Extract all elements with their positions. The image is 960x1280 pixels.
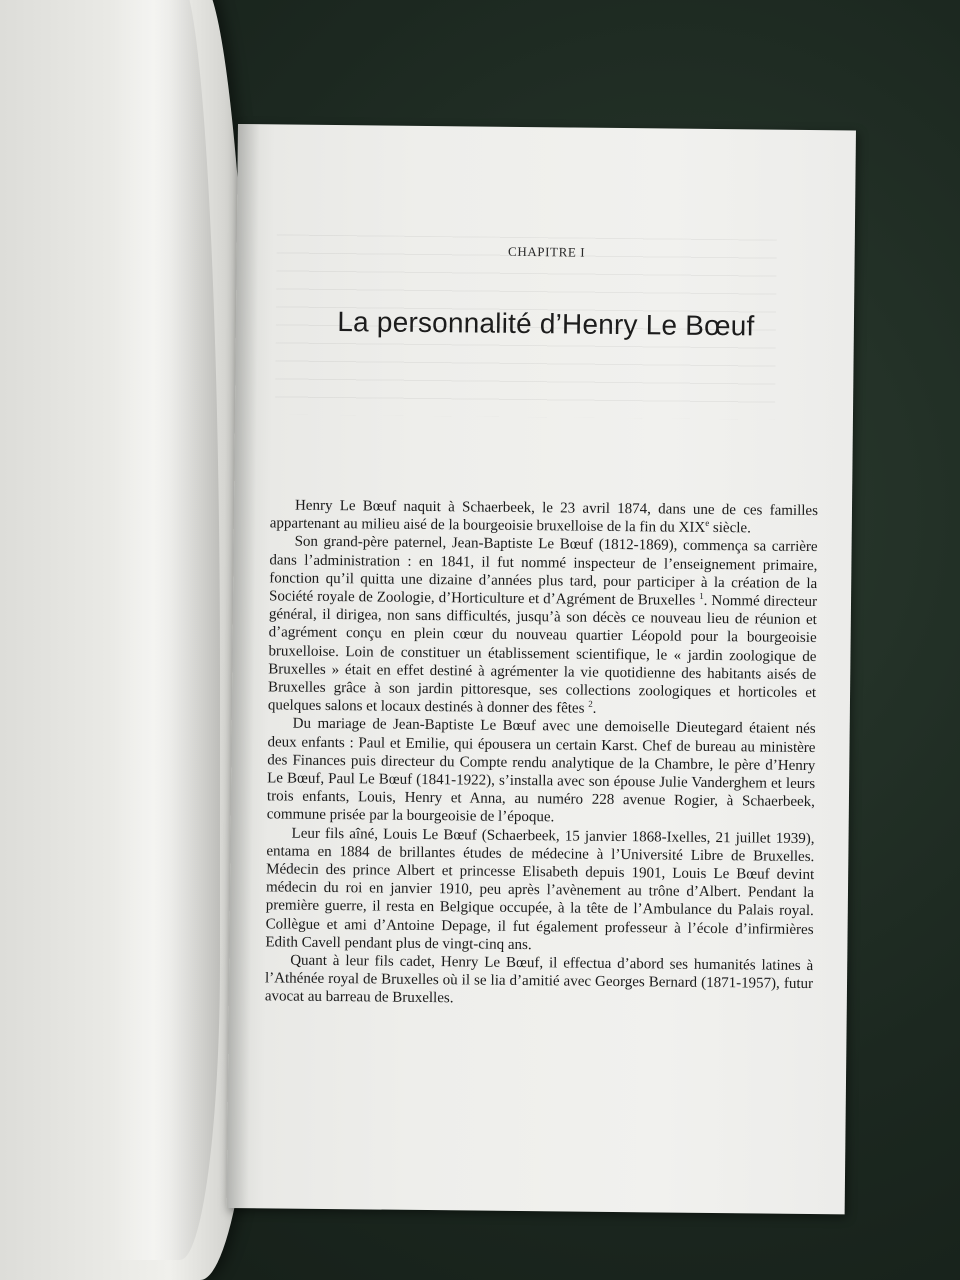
paragraph-2 bbox=[268, 533, 818, 721]
chapter-title: La personnalité d’Henry Le Bœuf bbox=[337, 305, 755, 342]
paragraph-text: siècle. bbox=[709, 520, 751, 537]
chapter-label: CHAPITRE I bbox=[508, 243, 586, 260]
paragraph-4: Leur fils aîné, Louis Le Bœuf (Schaerbeek, 15 janvier 1868-Ixelles, 21 juillet 1939), entama en 1884 de brillantes études de médecine à l’Université Libre de Bruxelles. Médecin des prince Albert et princesse Elisabeth depuis 1901, Louis Le Bœuf devint médecin du roi en janvier 1910, peu après l’avènement au trône d’Albert. Pendant la première guerre, il resta en Belgique occupée, à la tête de l’Ambulance du Palais royal. Collègue et ami d’Antoine Depage, il fut également professeur à l’école d’infirmières Edith Cavell pendant plus de vingt-cinq ans. bbox=[265, 825, 815, 953]
footnote-ref-2: 2 bbox=[588, 698, 593, 709]
paragraph-text: Henry Le Bœuf naquit à Schaerbeek, le 23 avril 1874, dans une de ces familles appartenant au milieu aisé de la bourgeoisie bruxelloise de la fin du XIX bbox=[269, 497, 819, 537]
paragraph-5: Quant à leur fils cadet, Henry Le Bœuf, il effectua d’abord ses humanités latines à l’Athénée royal de Bruxelles où il se lia d’amitié avec Georges Bernard (1871-1957), futur avocat au barreau de Bruxelles. bbox=[264, 952, 814, 1007]
body-text bbox=[265, 496, 818, 1011]
superscript: e bbox=[705, 518, 710, 529]
paragraph-text: Son grand-père paternel, Jean-Baptiste Le Bœuf (1812-1869), commença sa carrière dans l’administration : en 1841, il fut nommé inspecteur de l’enseignement primaire, fonction qu’il quitta une dizaine d’années plus tard, pour participer à la création de la Société royale de Zoologie, d’Horticulture et d’Agrément de Bruxelles bbox=[268, 534, 818, 609]
paragraph-text: . Nommé directeur général, il dirigea, non sans difficultés, jusqu’à son décès ce nouveau lieu de réunion et d’agrément conçu en plein cœur du nouveau quartier Léopold pour la bourgeoisie bruxelloise. Loin de constituer un établissement scientifique, le « jardin zoologique de Bruxelles » était en effet destiné à agrémenter la vie quotidienne des habitants aisés de Bruxelles grâce à son jardin pittoresque, ses collections zoologiques et horticoles et quelques salons et locaux destinés à donner des fêtes bbox=[267, 592, 818, 717]
paragraph-3: Du mariage de Jean-Baptiste Le Bœuf avec une demoiselle Dieutegard étaient nés deux enfants : Paul et Emilie, qui épousera un certain Karst. Chef de bureau au ministère des Finances puis directeur du Compte rendu analytique de la Chambre, le père d’Henry Le Bœuf, Paul Le Bœuf (1841-1922), s’installa avec son épouse Julie Vanderghem et leurs trois enfants, Louis, Henry et Anna, au numéro 228 avenue Rogier, à Schaerbeek, commune prisée par la bourgeoisie de l’époque. bbox=[266, 716, 816, 826]
right-page bbox=[227, 124, 856, 1214]
page-content bbox=[263, 124, 822, 1214]
footnote-ref-1: 1 bbox=[699, 590, 704, 601]
paragraph-text: . bbox=[592, 700, 597, 718]
left-page-fold bbox=[110, 0, 220, 1260]
paragraph-1 bbox=[270, 496, 818, 538]
left-page bbox=[0, 0, 260, 1280]
